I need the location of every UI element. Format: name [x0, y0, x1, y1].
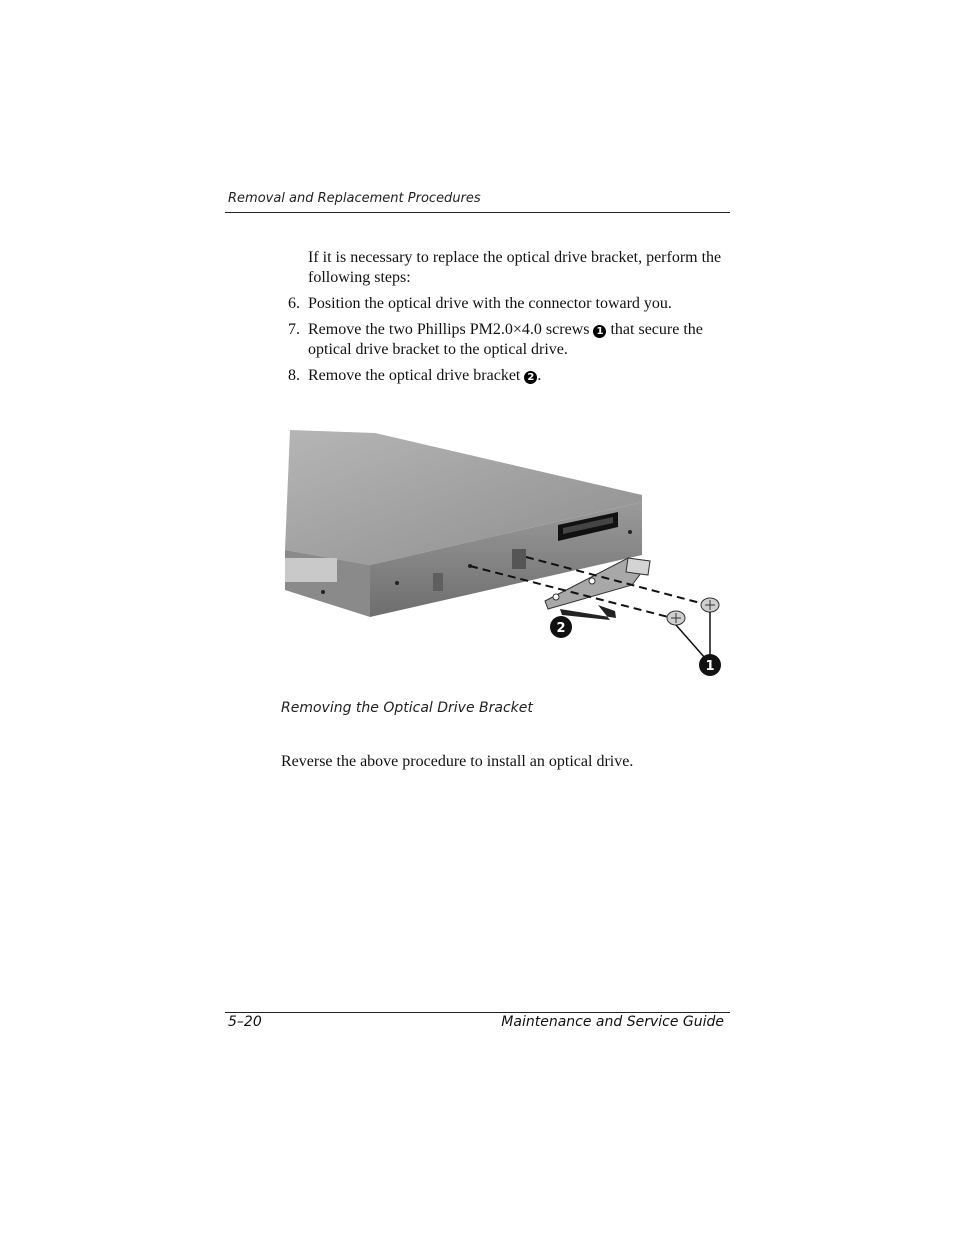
- step-text: [308, 320, 738, 360]
- step-text-after: that secure the optical drive bracket to the optical drive.: [308, 321, 703, 358]
- step-7: [288, 320, 738, 360]
- step-number: 7.: [288, 321, 300, 338]
- step-text: [308, 366, 738, 386]
- step-8: [288, 366, 738, 386]
- screw: [667, 611, 685, 625]
- callout-1-icon: 1: [593, 325, 606, 338]
- step-text: Position the optical drive with the connector toward you.: [308, 295, 672, 312]
- page-number: 5–20: [228, 1014, 262, 1030]
- drive-hole: [321, 590, 325, 594]
- drive-hole: [395, 581, 399, 585]
- figure-caption: Removing the Optical Drive Bracket: [281, 700, 533, 716]
- header-rule: [225, 212, 730, 213]
- step-text-after: .: [537, 367, 542, 384]
- bracket-tab: [626, 558, 650, 575]
- running-header: Removal and Replacement Procedures: [228, 191, 481, 206]
- callout-1-label: 1: [705, 659, 715, 674]
- optical-drive-illustration: [280, 425, 730, 680]
- guide-title: Maintenance and Service Guide: [501, 1014, 724, 1030]
- screw: [701, 598, 719, 612]
- footer-rule: [225, 1012, 730, 1013]
- intro-paragraph: If it is necessary to replace the optical drive bracket, perform the following steps:: [308, 249, 722, 286]
- closing-paragraph: Reverse the above procedure to install an optical drive.: [281, 753, 634, 770]
- bracket-hole: [589, 578, 595, 584]
- drive-notch: [433, 573, 443, 591]
- step-text-before: Remove the optical drive bracket: [308, 367, 521, 384]
- step-number: 8.: [288, 367, 300, 384]
- callout-2-icon: 2: [524, 371, 537, 384]
- drive-tab: [512, 549, 526, 569]
- leader-line: [676, 625, 705, 658]
- callout-2-label: 2: [556, 621, 566, 636]
- drive-hole: [628, 530, 632, 534]
- removal-arrow-icon: [560, 605, 616, 620]
- step-number: 6.: [288, 295, 300, 312]
- bracket-hole: [553, 594, 559, 600]
- optical-drive-bracket-drawing: [280, 425, 730, 680]
- step-6: [288, 294, 738, 314]
- drive-side-label: [285, 558, 337, 582]
- steps-list: [288, 294, 738, 392]
- step-text-before: Remove the two Phillips PM2.0×4.0 screws: [308, 321, 590, 338]
